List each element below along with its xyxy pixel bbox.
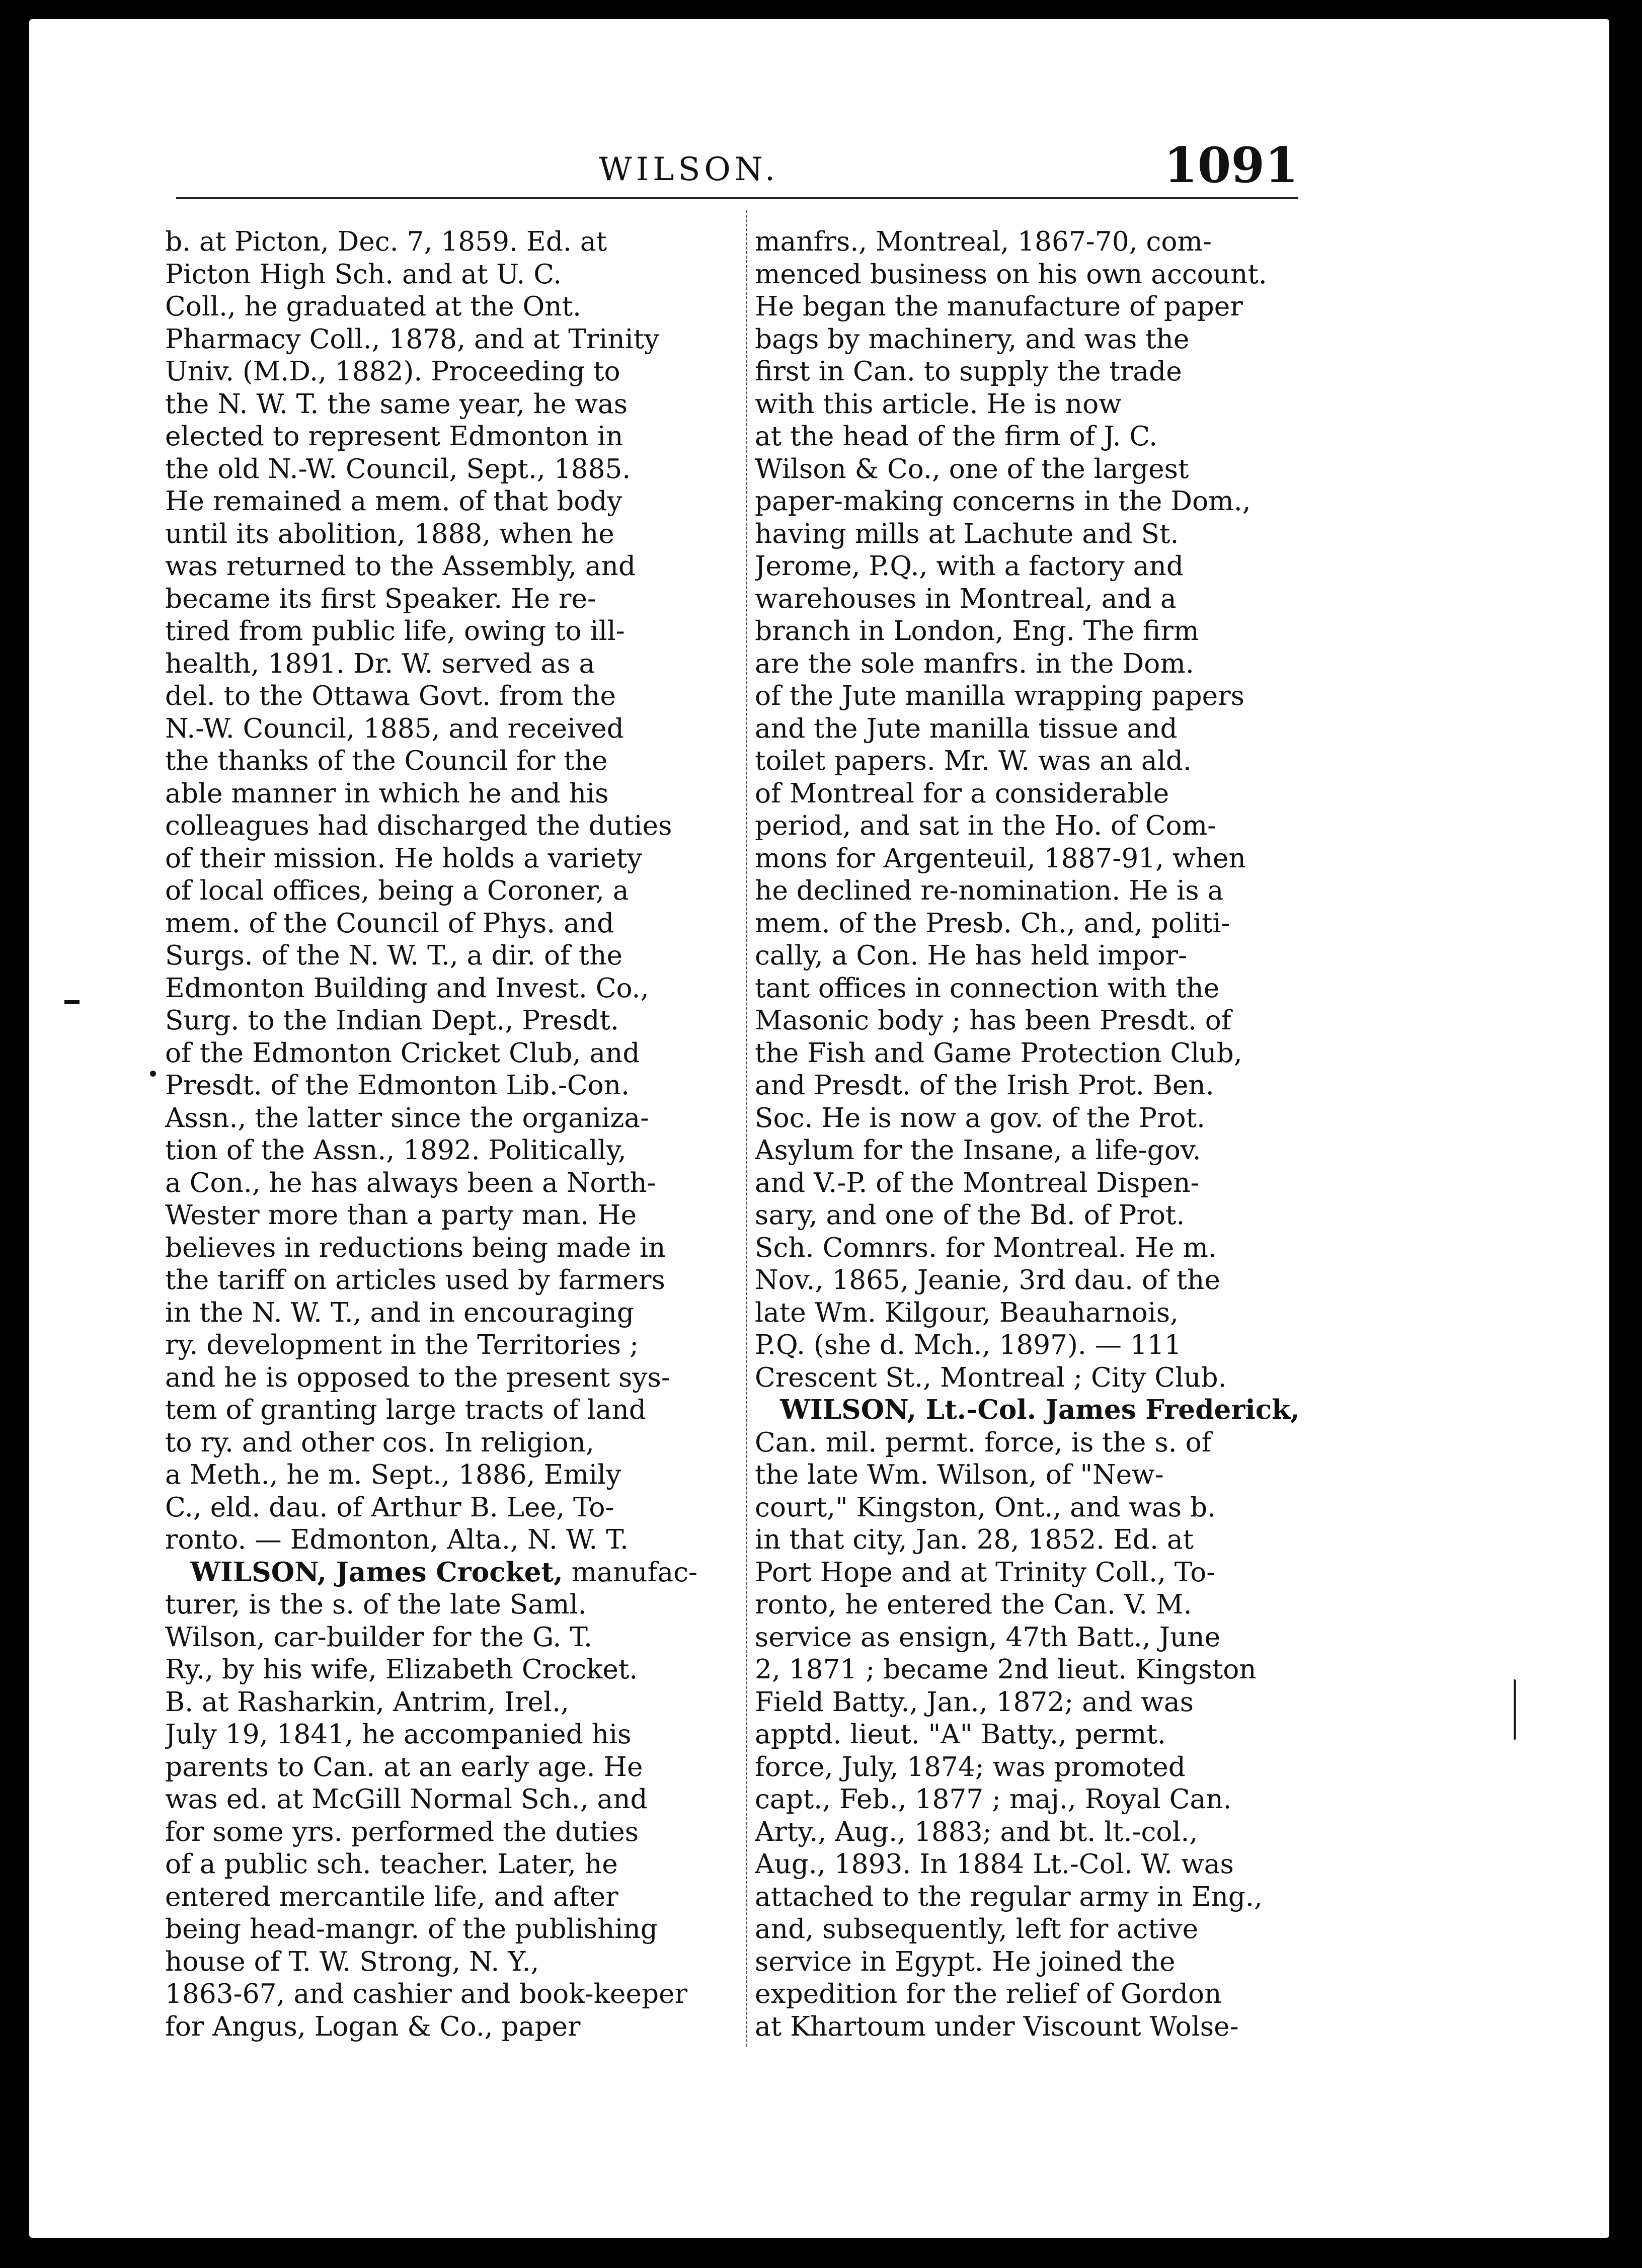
right-column-line: and the Jute manilla tissue and	[755, 712, 1178, 744]
right-column-line: warehouses in Montreal, and a	[755, 583, 1177, 614]
left-column-line: Picton High Sch. and at U. C.	[165, 258, 562, 290]
right-column-line: Aug., 1893. In 1884 Lt.-Col. W. was	[755, 1848, 1234, 1880]
left-column-line: Surgs. of the N. W. T., a dir. of the	[165, 940, 623, 971]
scan-mark	[150, 1071, 156, 1077]
left-column-line: Wilson, car-builder for the G. T.	[165, 1621, 592, 1653]
right-column-line: the Fish and Game Protection Club,	[755, 1037, 1242, 1069]
right-column-line: period, and sat in the Ho. of Com-	[755, 810, 1217, 841]
left-column-line: colleagues had discharged the duties	[165, 810, 672, 841]
left-column-line: health, 1891. Dr. W. served as a	[165, 647, 595, 679]
left-column-line: del. to the Ottawa Govt. from the	[165, 680, 616, 711]
left-column-line: until its abolition, 1888, when he	[165, 518, 614, 549]
left-column-line: house of T. W. Strong, N. Y.,	[165, 1946, 539, 1977]
left-column-line: was ed. at McGill Normal Sch., and	[165, 1784, 648, 1815]
column-divider	[746, 210, 747, 2047]
right-column-line: branch in London, Eng. The firm	[755, 615, 1199, 646]
right-column-line: Masonic body ; has been Presdt. of	[755, 1005, 1231, 1036]
right-column-line: apptd. lieut. "A" Batty., permt.	[755, 1719, 1166, 1750]
left-column-line: 1863-67, and cashier and book-keeper	[165, 1978, 688, 2009]
left-column-line: and he is opposed to the present sys-	[165, 1361, 670, 1393]
right-column-line: Field Batty., Jan., 1872; and was	[755, 1686, 1194, 1718]
left-column-line: the thanks of the Council for the	[165, 745, 608, 776]
left-column	[165, 225, 735, 2057]
left-column-line: the tariff on articles used by farmers	[165, 1264, 665, 1295]
scan-mark	[1514, 1679, 1516, 1740]
scan-mark	[64, 1000, 80, 1004]
right-column-line: P.Q. (she d. Mch., 1897). — 111	[755, 1329, 1182, 1360]
left-column-line: in the N. W. T., and in encouraging	[165, 1297, 634, 1328]
right-column-line: first in Can. to supply the trade	[755, 356, 1182, 387]
left-column-line: of local offices, being a Coroner, a	[165, 875, 629, 906]
right-column-line: with this article. He is now	[755, 388, 1122, 420]
left-column-line: Surg. to the Indian Dept., Presdt.	[165, 1005, 619, 1036]
left-column-line: able manner in which he and his	[165, 777, 609, 809]
left-column-line: July 19, 1841, he accompanied his	[165, 1719, 632, 1750]
right-column-line: He began the manufacture of paper	[755, 291, 1243, 322]
left-column-line: parents to Can. at an early age. He	[165, 1751, 643, 1783]
left-column-line: of a public sch. teacher. Later, he	[165, 1848, 618, 1880]
right-column-line: are the sole manfrs. in the Dom.	[755, 647, 1194, 679]
right-column-line: at the head of the firm of J. C.	[755, 421, 1158, 452]
right-column-line: in that city, Jan. 28, 1852. Ed. at	[755, 1524, 1194, 1555]
right-column-line: expedition for the relief of Gordon	[755, 1978, 1222, 2009]
left-column-line: Assn., the latter since the organiza-	[165, 1102, 650, 1133]
left-column-line: for some yrs. performed the duties	[165, 1816, 639, 1847]
left-column-line: of the Edmonton Cricket Club, and	[165, 1037, 640, 1069]
right-column-line: Port Hope and at Trinity Coll., To-	[755, 1556, 1216, 1588]
right-column-line: and, subsequently, left for active	[755, 1913, 1199, 1945]
right-column-line: manfrs., Montreal, 1867-70, com-	[755, 226, 1212, 257]
right-column-line: mem. of the Presb. Ch., and, politi-	[755, 907, 1230, 939]
left-column-line: the old N.-W. Council, Sept., 1885.	[165, 453, 631, 484]
left-column-line: became its first Speaker. He re-	[165, 583, 597, 614]
header-rule	[176, 197, 1298, 199]
right-column-line: force, July, 1874; was promoted	[755, 1751, 1186, 1783]
right-column-line: service as ensign, 47th Batt., June	[755, 1621, 1221, 1653]
left-column-line: Univ. (M.D., 1882). Proceeding to	[165, 356, 620, 387]
left-column-line: a Meth., he m. Sept., 1886, Emily	[165, 1459, 621, 1490]
right-column-line: court," Kingston, Ont., and was b.	[755, 1491, 1216, 1523]
left-column-line: entered mercantile life, and after	[165, 1881, 618, 1912]
right-column-line: cally, a Con. He has held impor-	[755, 940, 1188, 971]
right-column-line: Sch. Comnrs. for Montreal. He m.	[755, 1232, 1217, 1263]
page-header	[176, 137, 1298, 196]
left-column-line: WILSON, James Crocket, manufac-	[190, 1556, 697, 1588]
left-column-line: turer, is the s. of the late Saml.	[165, 1589, 587, 1620]
right-column-line: menced business on his own account.	[755, 258, 1267, 290]
right-column-line: toilet papers. Mr. W. was an ald.	[755, 745, 1192, 776]
right-column-line: of Montreal for a considerable	[755, 777, 1169, 809]
right-column-line: and V.-P. of the Montreal Dispen-	[755, 1167, 1200, 1198]
right-column-line: mons for Argenteuil, 1887-91, when	[755, 842, 1246, 874]
left-column-line: mem. of the Council of Phys. and	[165, 907, 614, 939]
left-column-line: C., eld. dau. of Arthur B. Lee, To-	[165, 1491, 614, 1523]
book-page	[29, 19, 1609, 2238]
right-column-line: attached to the regular army in Eng.,	[755, 1881, 1263, 1912]
right-column-line: 2, 1871 ; became 2nd lieut. Kingston	[755, 1654, 1257, 1685]
right-column-line: Nov., 1865, Jeanie, 3rd dau. of the	[755, 1264, 1220, 1295]
right-column-line: Can. mil. permt. force, is the s. of	[755, 1426, 1212, 1458]
running-head: WILSON.	[599, 151, 779, 188]
left-column-line: tion of the Assn., 1892. Politically,	[165, 1135, 627, 1166]
right-column-line: WILSON, Lt.-Col. James Frederick,	[780, 1394, 1300, 1425]
right-column-line: sary, and one of the Bd. of Prot.	[755, 1199, 1185, 1231]
left-column-line: a Con., he has always been a North-	[165, 1167, 656, 1198]
left-column-line: He remained a mem. of that body	[165, 485, 622, 517]
left-column-line: to ry. and other cos. In religion,	[165, 1426, 594, 1458]
left-column-line: ronto. — Edmonton, Alta., N. W. T.	[165, 1524, 629, 1555]
left-column-line: Ry., by his wife, Elizabeth Crocket.	[165, 1654, 638, 1685]
right-column-line: capt., Feb., 1877 ; maj., Royal Can.	[755, 1784, 1232, 1815]
right-column-line: bags by machinery, and was the	[755, 323, 1190, 355]
right-column-line: Wilson & Co., one of the largest	[755, 453, 1189, 484]
left-column-line: b. at Picton, Dec. 7, 1859. Ed. at	[165, 226, 607, 257]
left-column-line: Edmonton Building and Invest. Co.,	[165, 972, 649, 1004]
left-column-line: tem of granting large tracts of land	[165, 1394, 646, 1425]
right-column-line: Crescent St., Montreal ; City Club.	[755, 1361, 1227, 1393]
left-column-line: B. at Rasharkin, Antrim, Irel.,	[165, 1686, 569, 1718]
left-column-line: tired from public life, owing to ill-	[165, 615, 625, 646]
left-column-line: elected to represent Edmonton in	[165, 421, 623, 452]
right-column-line: he declined re-nomination. He is a	[755, 875, 1224, 906]
right-column-line: Jerome, P.Q., with a factory and	[755, 550, 1184, 582]
right-column-line: of the Jute manilla wrapping papers	[755, 680, 1244, 711]
left-column-line: Coll., he graduated at the Ont.	[165, 291, 581, 322]
right-column-line: Arty., Aug., 1883; and bt. lt.-col.,	[755, 1816, 1198, 1847]
left-column-line: of their mission. He holds a variety	[165, 842, 643, 874]
right-column-line: tant offices in connection with the	[755, 972, 1220, 1004]
right-column-line: service in Egypt. He joined the	[755, 1946, 1176, 1977]
left-column-line: N.-W. Council, 1885, and received	[165, 712, 624, 744]
right-column-line: Asylum for the Insane, a life-gov.	[755, 1135, 1201, 1166]
page-number: 1091	[1163, 137, 1298, 194]
right-column-line: at Khartoum under Viscount Wolse-	[755, 2010, 1239, 2042]
right-column-line: and Presdt. of the Irish Prot. Ben.	[755, 1070, 1214, 1101]
left-column-line: believes in reductions being made in	[165, 1232, 666, 1263]
left-column-line: Presdt. of the Edmonton Lib.-Con.	[165, 1070, 630, 1101]
left-column-line: ry. development in the Territories ;	[165, 1329, 639, 1360]
left-column-line: the N. W. T. the same year, he was	[165, 388, 628, 420]
right-column-line: late Wm. Kilgour, Beauharnois,	[755, 1297, 1179, 1328]
left-column-line: for Angus, Logan & Co., paper	[165, 2010, 581, 2042]
right-column-line: having mills at Lachute and St.	[755, 518, 1179, 549]
right-column-line: the late Wm. Wilson, of "New-	[755, 1459, 1164, 1490]
right-column-line: Soc. He is now a gov. of the Prot.	[755, 1102, 1205, 1133]
right-column-line: ronto, he entered the Can. V. M.	[755, 1589, 1192, 1620]
left-column-line: Wester more than a party man. He	[165, 1199, 637, 1231]
left-column-line: Pharmacy Coll., 1878, and at Trinity	[165, 323, 660, 355]
left-column-line: was returned to the Assembly, and	[165, 550, 636, 582]
right-column	[755, 225, 1303, 2057]
right-column-line: paper-making concerns in the Dom.,	[755, 485, 1251, 517]
left-column-line: being head-mangr. of the publishing	[165, 1913, 658, 1945]
